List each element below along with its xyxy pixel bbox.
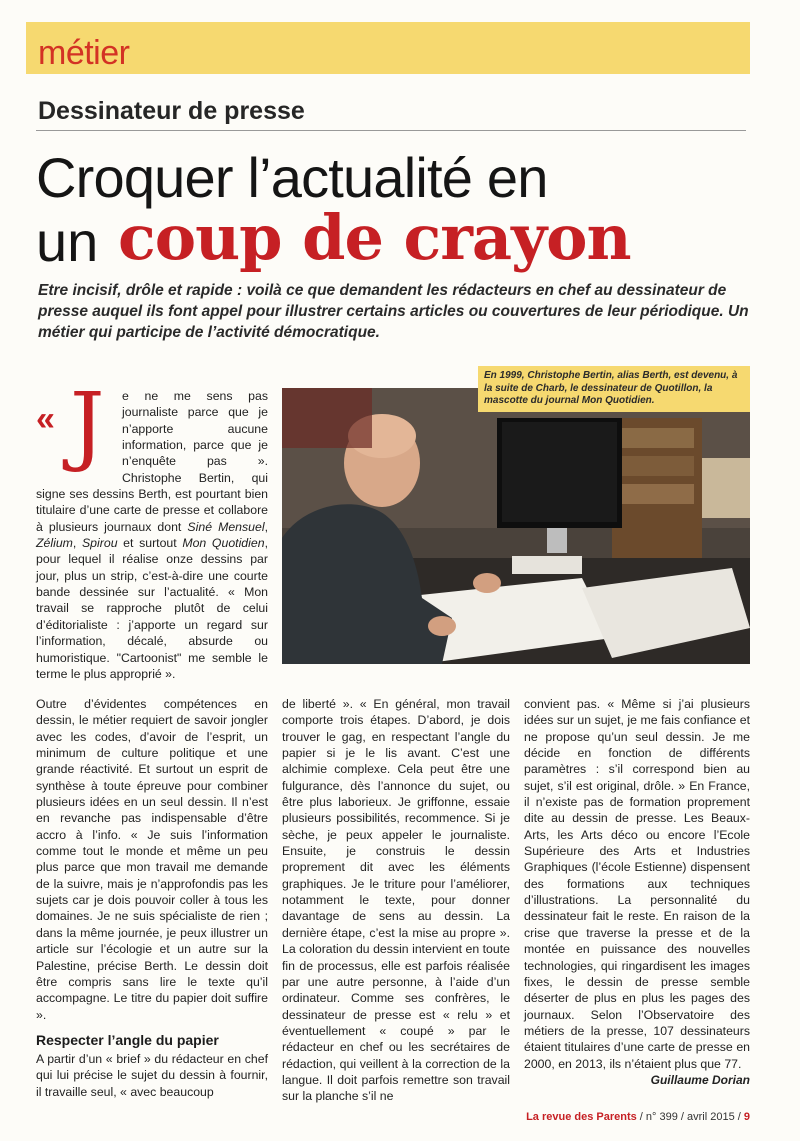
cartoonist-photo (282, 388, 750, 664)
separator: , (72, 536, 82, 551)
page-footer (526, 1111, 750, 1123)
author-signature: Guillaume Dorian (650, 1073, 750, 1087)
publication-name: Mon Quotidien (182, 536, 265, 551)
column-1 (36, 696, 268, 1100)
kicker-rule (36, 130, 746, 131)
publication-name: Spirou (81, 536, 118, 551)
rubrique-band (26, 22, 750, 74)
headline-line-2-highlight: coup de crayon (118, 201, 631, 274)
photo-caption: En 1999, Christophe Bertin, alias Berth, est devenu, à la suite de Charb, le dessinateur de Quotillon, la mascotte du journal Mon Quotidien. (478, 366, 750, 412)
column-1-paragraph-2: A partir d’un « brief » du rédacteur en chef qui lui précise le sujet du dessin à fournir, il travaille seul, « avec beaucoup (36, 1051, 268, 1099)
column-3-paragraph: convient pas. « Même si j’ai plusieurs idées sur un sujet, je me fais confiance et ne propose qu’un seul dessin. Je me décide en fonction de différents paramètres : s’il correspond bien au sujet, s’il est original, drôle. » En France, il n’existe pas de formation proprement dite au dessin de presse. Les Beaux-Arts, les Arts déco ou encore l’Ecole Supérieure des Arts et Industries Graphiques (l’école Estienne) dispensent des formations aux techniques d’illustrations. La personnalité du dessinateur fait le reste. En raison de la crise que traverse la presse et de la montée en puissance des nouvelles technologies, qui ringardisent les images fixes, le dessin de presse semble déserter de plus en plus les pages des journaux. Selon l’Observatoire des métiers de la presse, 107 dessinateurs étaient titulaires d’une carte de presse en 2000, en 2013, ils n’étaient plus que 77. (524, 697, 750, 1071)
publication-name: Siné Mensuel (187, 519, 265, 534)
headline-line-2-plain: un (36, 210, 99, 273)
photo-illustration (282, 388, 750, 664)
intro-text: e ne me sens pas journaliste parce que je n’apporte aucune information, parce que je n’enquête pas ». Christophe Bertin, qui signe ses dessins Berth, est pourtant bien titulaire d’une carte de presse et collabore à plusieurs journaux dont (36, 389, 268, 534)
subheading: Respecter l’angle du papier (36, 1031, 219, 1048)
column-1-paragraph: Outre d’évidentes compétences en dessin, le métier requiert de savoir jongler avec les codes, d’avoir de l’esprit, un minimum de culture politique et une grande réactivité. Et surtout un esprit de synthèse à toute épreuve pour combiner plusieurs idées en un seul dessin. Il n’est en revanche pas indispensable d’être accro à l’info. « Je suis l’information comme tout le monde et même un peu plus parce que mon travail me demande de la suivre, mais je n’approfondis pas les sujets car je dois pouvoir coller à tous les domaines. Je ne suis spécialiste de rien ; dans la même journée, je peux illustrer un article sur l’écologie et un autre sur la Palestine, précise Berth. Le dessin doit être compris sans lire le texte qu’il accompagne. Le titre du papier doit suffire ». (36, 697, 268, 1022)
kicker: Dessinateur de presse (38, 97, 305, 125)
drop-cap (36, 375, 118, 475)
standfirst: Etre incisif, drôle et rapide : voilà ce que demandent les rédacteurs en chef au dessinateur de presse auquel ils font appel pour illustrer certains articles ou couvertures de leur périodique. Un métier qui participe de l’activité démocratique. (38, 282, 749, 341)
column-3 (524, 696, 750, 1072)
page-number: 9 (743, 1111, 750, 1123)
issue-info: / n° 399 / avril 2015 / (639, 1111, 741, 1123)
headline-line-1: Croquer l’actualité en (36, 146, 548, 209)
column-2 (282, 696, 510, 1105)
separator: , (264, 519, 268, 534)
intro-text-continued: , pour lequel il réalise onze dessins par jour, plus un strip, c’est-à-dire une courte bande dessinée sur l’actualité. « Mon travail se rapproche plutôt de celui d’éditorialiste : j’apporte un regard sur l’information, décalé, absurde ou humoristique. "Cartoonist" me semble le terme le plus approprié ». (36, 536, 268, 681)
separator: et surtout (117, 536, 183, 551)
rubrique-label: métier (38, 34, 130, 72)
drop-cap-letter: J (70, 375, 105, 475)
publication-name: Zélium (36, 536, 73, 551)
opening-quote-mark: « (36, 400, 55, 438)
column-2-paragraph: de liberté ». « En général, mon travail comporte trois étapes. D’abord, je dois trouver le gag, en respectant l’angle du papier si je le lis avant. C’est une alchimie complexe. Cela peut être une fulgurance, dès l’annonce du sujet, ou être plus laborieux. Je griffonne, essaie plusieurs possibilités, recommence. Si je sèche, je peux appeler le journaliste. Ensuite, je construis le dessin proprement dit avec les éléments graphiques. Je le triture pour l’améliorer, notamment le texte, pour donner davantage de sens au dessin. La dernière étape, c’est la mise au propre ». La coloration du dessin intervient en toute fin de processus, elle est parfois réalisée par une autre personne, à l’aide d’un ordinateur. Comme ses confrères, le dessinateur de presse est « relu » et éventuellement « coupé » par le rédacteur en chef ou les secrétaires de rédaction, qui veillent à la correction de la langue. Il doit parfois remettre son travail sur la planche s’il ne (282, 697, 510, 1104)
intro-column (36, 375, 268, 682)
magazine-name: La revue des Parents (526, 1111, 637, 1123)
